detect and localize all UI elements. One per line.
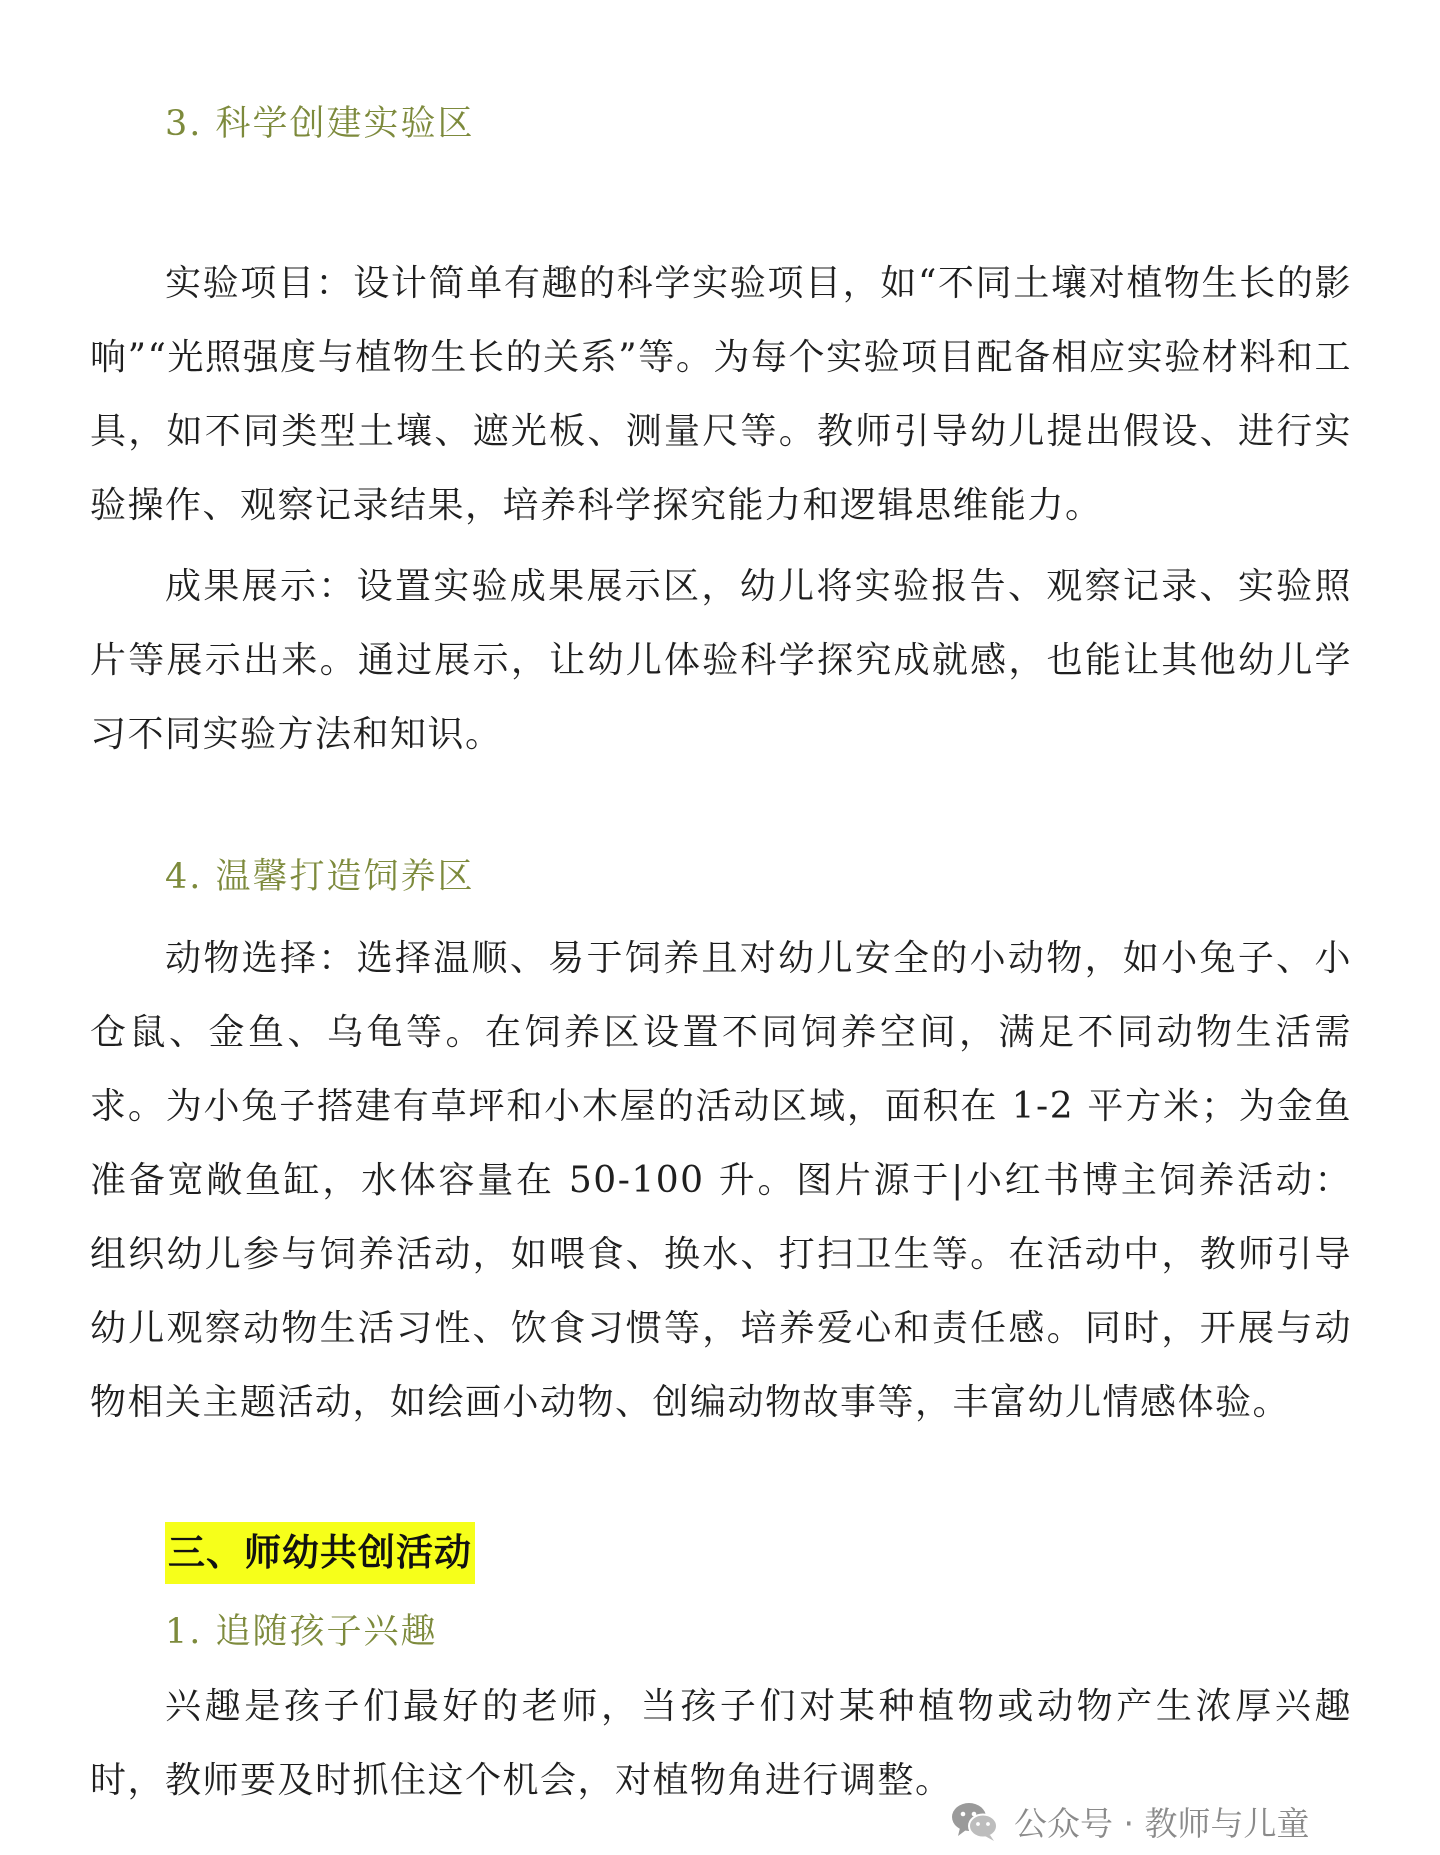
part-3-sub-1-paragraph: 兴趣是孩子们最好的老师，当孩子们对某种植物或动物产生浓厚兴趣时，教师要及时抓住这个机会，对植物角进行调整。 bbox=[90, 1686, 1352, 1801]
part-3-sub-1-heading: 1. 追随孩子兴趣 bbox=[165, 1612, 438, 1652]
section-4-heading: 4. 温馨打造饲养区 bbox=[165, 857, 475, 897]
section-4-paragraph-animals: 动物选择：选择温顺、易于饲养且对幼儿安全的小动物，如小兔子、小仓鼠、金鱼、乌龟等。在饲养区设置不同饲养空间，满足不同动物生活需求。为小兔子搭建有草坪和小木屋的活动区域，面积在 1-2 平方米；为金鱼准备宽敞鱼缸，水体容量在 50-100 升。图片源于|小红书博主饲养活动：组织幼儿参与饲养活动，如喂食、换水、打扫卫生等。在活动中，教师引导幼儿观察动物生活习性、饮食习惯等，培养爱心和责任感。同时，开展与动物相关主题活动，如绘画小动物、创编动物故事等，丰富幼儿情感体验。 bbox=[90, 938, 1352, 1423]
watermark bbox=[950, 1796, 1309, 1846]
section-3-heading: 3. 科学创建实验区 bbox=[165, 104, 475, 144]
wechat-icon bbox=[950, 1799, 1000, 1843]
part-3-title: 三、师幼共创活动 bbox=[165, 1522, 475, 1584]
section-3-paragraph-experiments: 实验项目：设计简单有趣的科学实验项目，如“不同土壤对植物生长的影响”“光照强度与植物生长的关系”等。为每个实验项目配备相应实验材料和工具，如不同类型土壤、遮光板、测量尺等。教师引导幼儿提出假设、进行实验操作、观察记录结果，培养科学探究能力和逻辑思维能力。 bbox=[90, 263, 1352, 526]
watermark-text: 公众号 · 教师与儿童 bbox=[1014, 1803, 1310, 1843]
section-3-paragraph-results: 成果展示：设置实验成果展示区，幼儿将实验报告、观察记录、实验照片等展示出来。通过展示，让幼儿体验科学探究成就感，也能让其他幼儿学习不同实验方法和知识。 bbox=[90, 566, 1352, 755]
